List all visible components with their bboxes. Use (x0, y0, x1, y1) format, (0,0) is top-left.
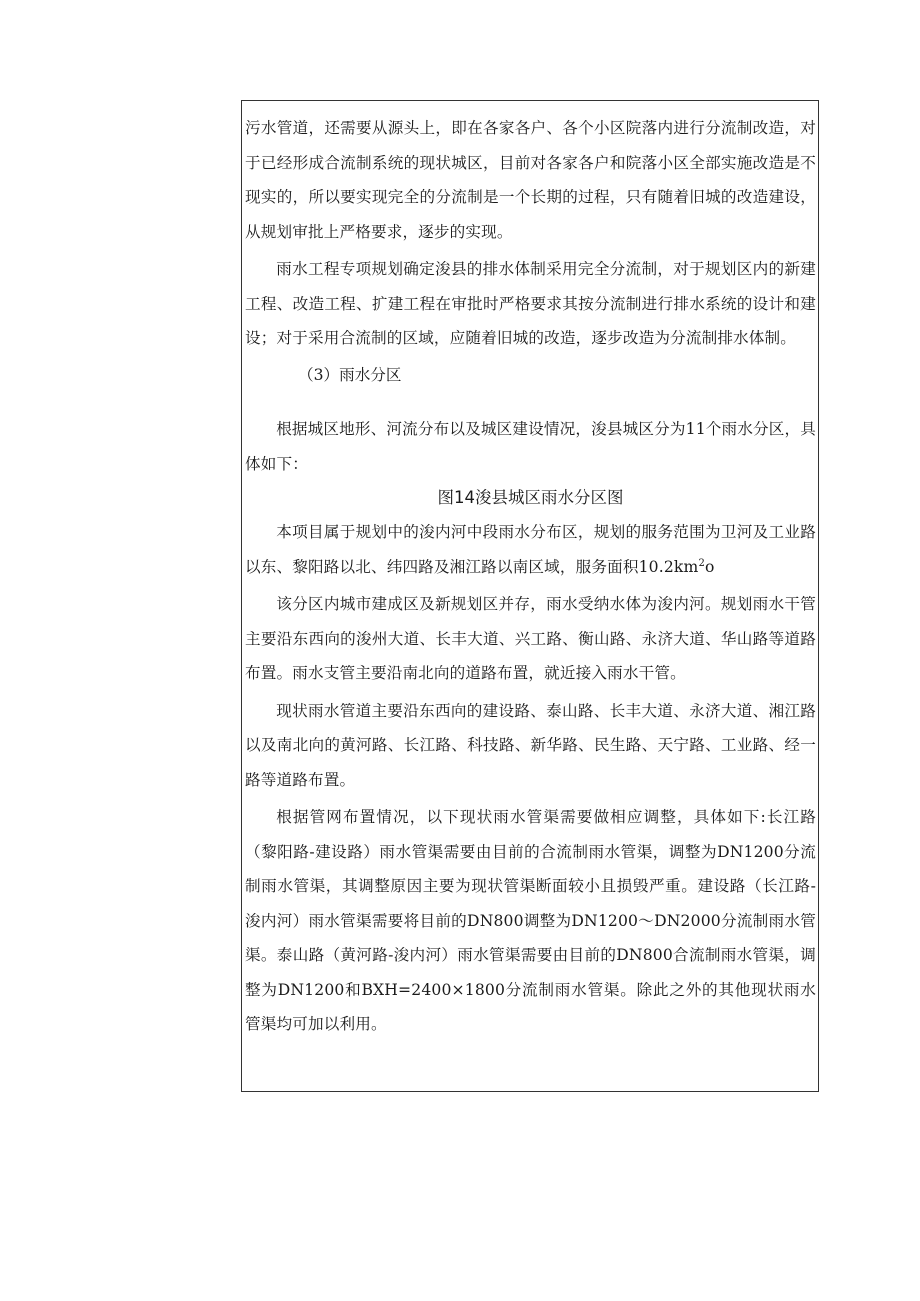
paragraph-service-area (245, 515, 816, 584)
paragraph-drainage-system: 雨水工程专项规划确定浚县的排水体制采用完全分流制，对于规划区内的新建工程、改造工程、扩建工程在审批时严格要求其按分流制进行排水系统的设计和建设；对于采用合流制的区域，应随着旧城的改造，逐步改造为分流制排水体制。 (245, 260, 816, 347)
paragraph-planned-pipes: 该分区内城市建成区及新规划区并存，雨水受纳水体为浚内河。规划雨水干管主要沿东西向的浚州大道、长丰大道、兴工路、衡山路、永济大道、华山路等道路布置。雨水支管主要沿南北向的道路布置，就近接入雨水干管。 (245, 595, 816, 682)
figure-caption: 图14浚县城区雨水分区图 (437, 488, 624, 507)
section-heading: （3）雨水分区 (298, 365, 402, 384)
service-area-text: 本项目属于规划中的浚内河中段雨水分布区，规划的服务范围为卫河及工业路以东、黎阳路以北、纬四路及湘江路以南区域，服务面积10.2km (245, 523, 816, 576)
paragraph-rain-districts: 根据城区地形、河流分布以及城区建设情况，浚县城区分为11个雨水分区，具体如下： (245, 420, 816, 473)
paragraph-pipe-adjustments: 根据管网布置情况，以下现状雨水管渠需要做相应调整，具体如下:长江路（黎阳路-建设路）雨水管渠需要由目前的合流制雨水管渠，调整为DN1200分流制雨水管渠，其调整原因主要为现状管渠断面较小且损毁严重。建设路（长江路-浚内河）雨水管渠需要将目前的DN800调整为DN1200～DN2000分流制雨水管渠。泰山路（黄河路-浚内河）雨水管渠需要由目前的DN800合流制雨水管渠，调整为DN1200和BXH=2400×1800分流制雨水管渠。除此之外的其他现状雨水管渠均可加以利用。 (245, 808, 816, 1033)
paragraph-sewer-source: 污水管道，还需要从源头上，即在各家各户、各个小区院落内进行分流制改造，对于已经形成合流制系统的现状城区，目前对各家各户和院落小区全部实施改造是不现实的，所以要实现完全的分流制是一个长期的过程，只有随着旧城的改造建设，从规划审批上严格要求，逐步的实现。 (245, 119, 816, 241)
area-unit-superscript: 2 (698, 557, 705, 569)
document-frame (241, 100, 819, 1092)
paragraph-existing-pipes: 现状雨水管道主要沿东西向的建设路、泰山路、长丰大道、永济大道、湘江路以及南北向的黄河路、长江路、科技路、新华路、民生路、天宁路、工业路、经一路等道路布置。 (245, 701, 816, 789)
service-area-suffix: o (704, 557, 715, 576)
